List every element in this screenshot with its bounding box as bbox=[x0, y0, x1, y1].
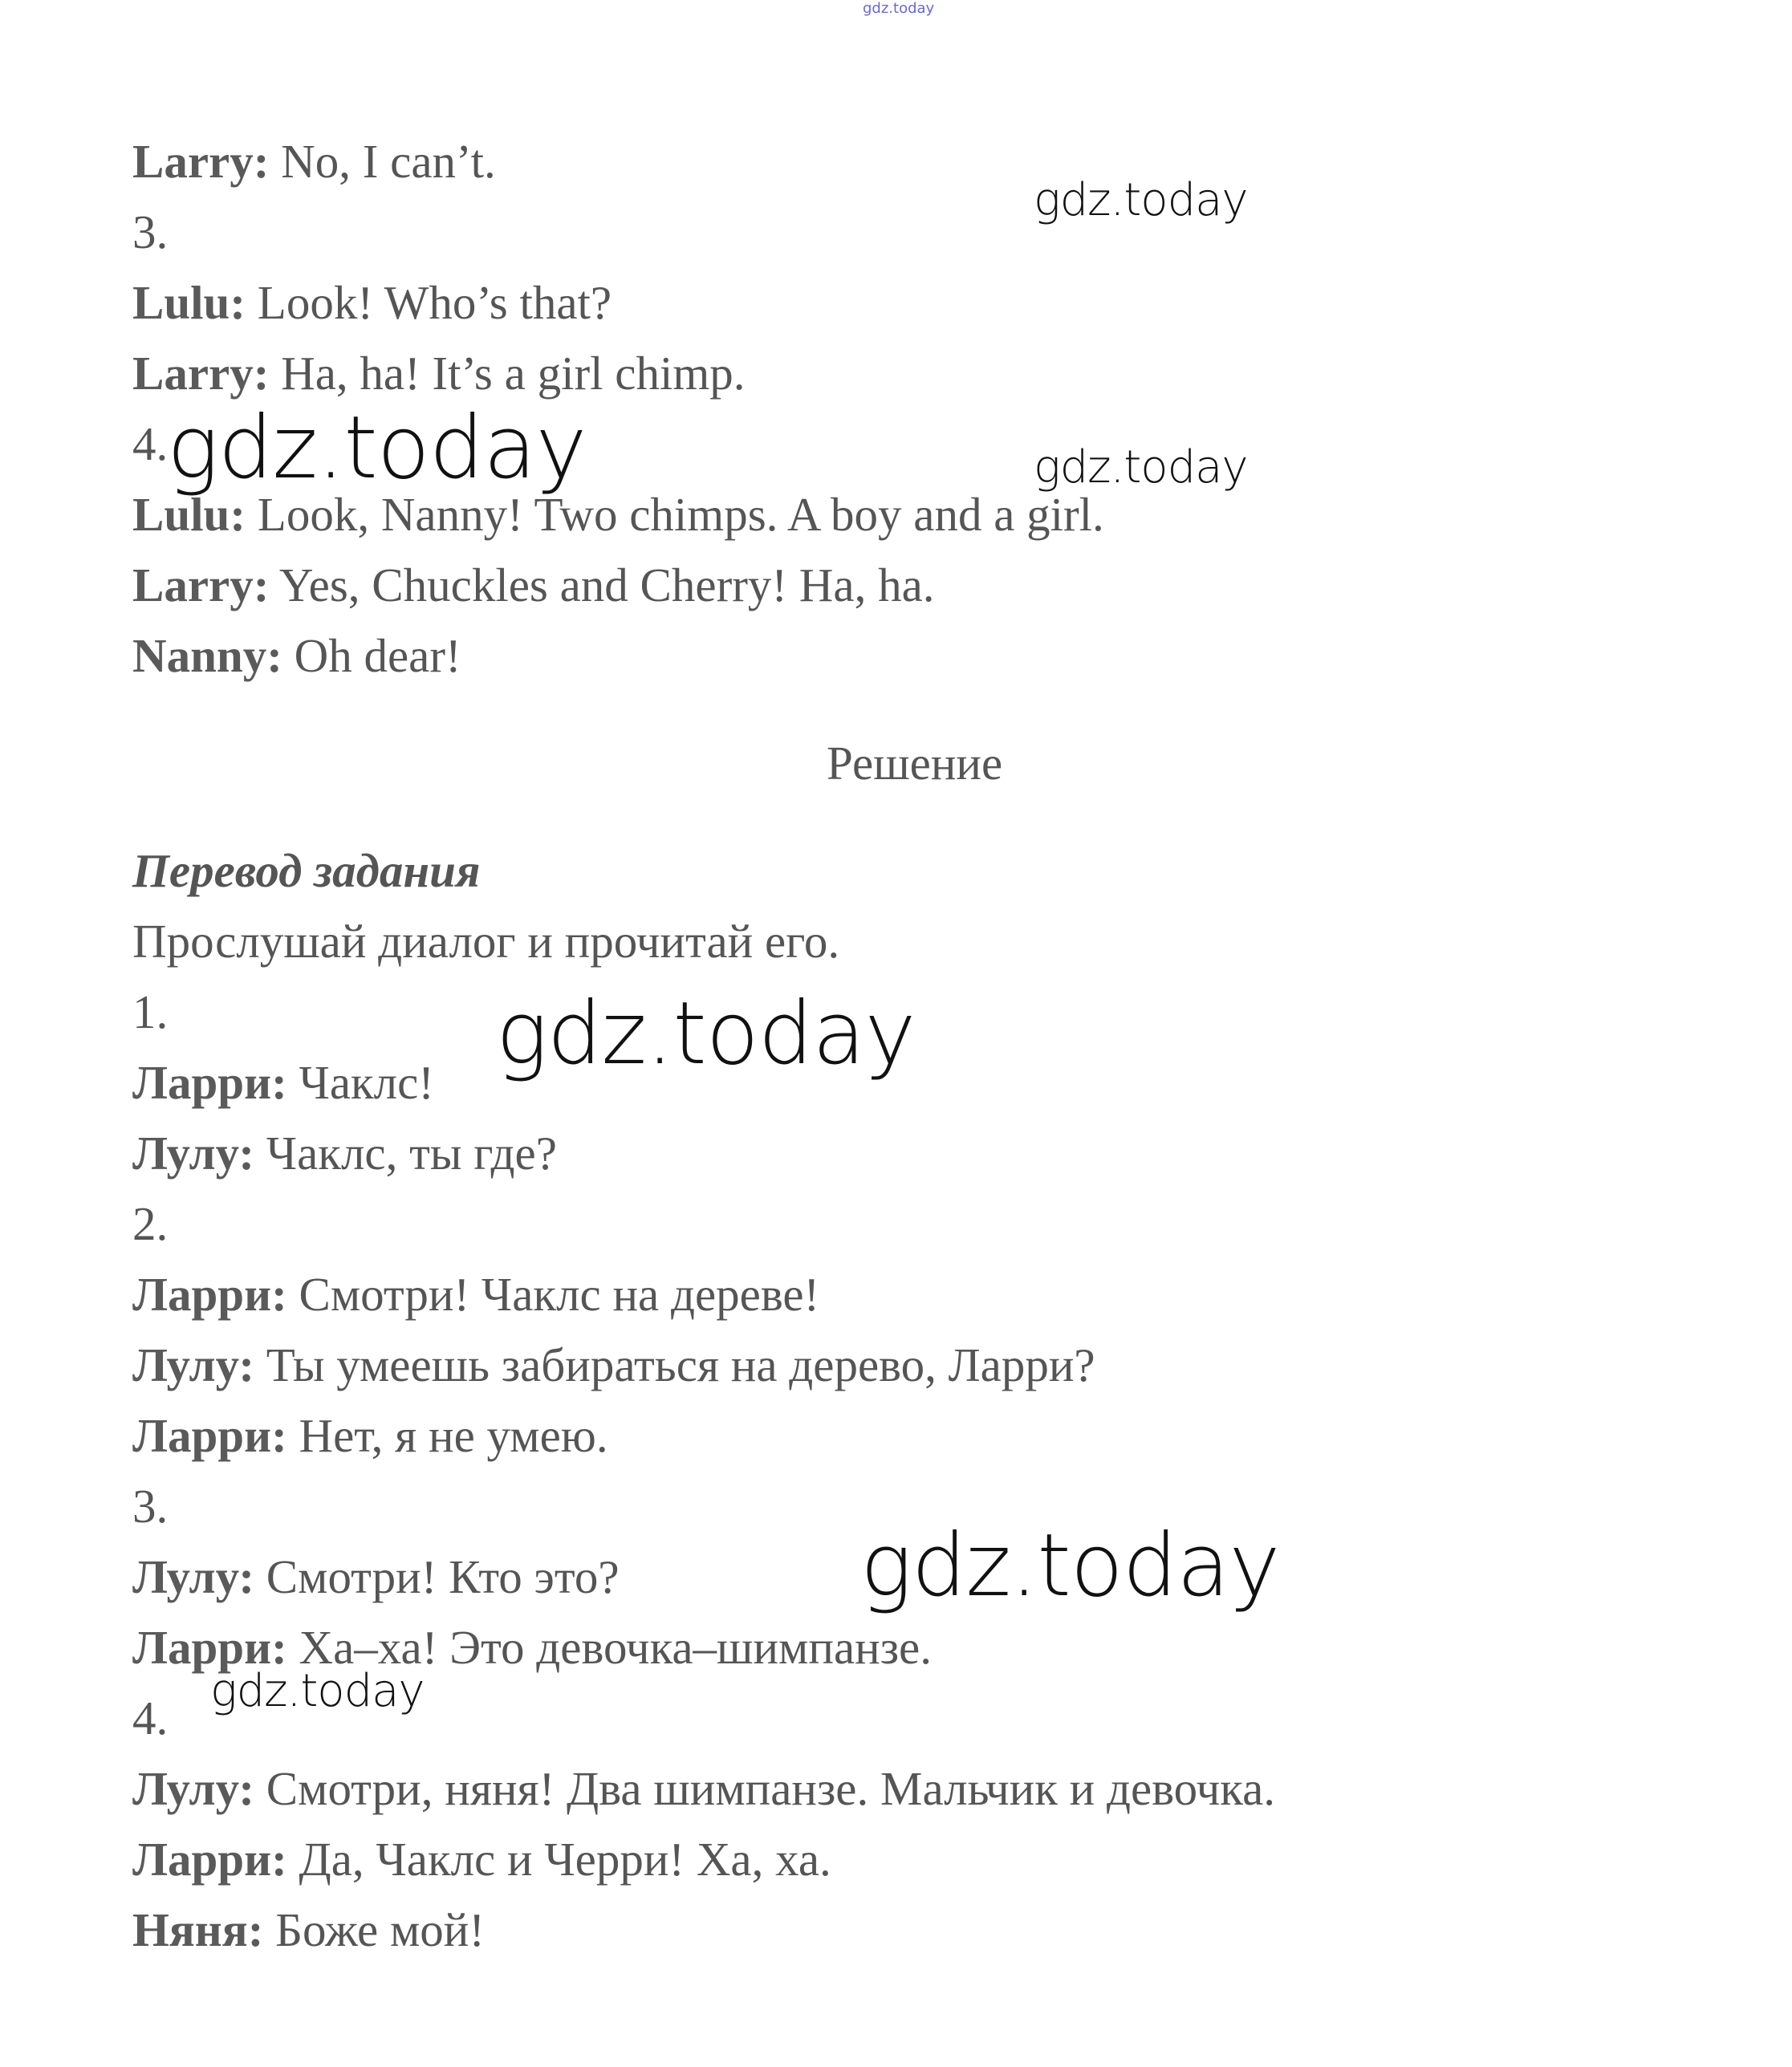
speaker-name: Larry: bbox=[132, 347, 270, 400]
dialogue-line bbox=[132, 276, 612, 329]
speaker-name: Larry: bbox=[132, 135, 270, 188]
dialogue-line bbox=[132, 1762, 1276, 1815]
scene-number: 3. bbox=[132, 1480, 169, 1533]
speaker-name: Ларри: bbox=[132, 1268, 287, 1321]
watermark: gdz.today bbox=[1034, 174, 1248, 226]
speaker-name: Lulu: bbox=[132, 276, 246, 329]
dialogue-line bbox=[132, 1268, 820, 1321]
dialogue-line bbox=[132, 558, 935, 611]
scene-number: 4. bbox=[132, 1691, 169, 1744]
watermark: gdz.today bbox=[167, 398, 587, 498]
dialogue-line bbox=[132, 347, 746, 400]
speaker-name: Лулу: bbox=[132, 1338, 254, 1391]
dialogue-line bbox=[132, 1903, 486, 1956]
solution-heading: Решение bbox=[827, 737, 1003, 790]
speaker-name: Лулу: bbox=[132, 1550, 254, 1603]
dialogue-line bbox=[132, 1338, 1095, 1391]
watermark: gdz.today bbox=[496, 984, 916, 1084]
speaker-name: Ларри: bbox=[132, 1409, 287, 1462]
line-text: Чаклс! bbox=[286, 1056, 434, 1109]
dialogue-line bbox=[132, 1833, 831, 1886]
scene-number: 1. bbox=[132, 985, 169, 1038]
line-text: No, I can’t. bbox=[269, 135, 496, 188]
line-text: Нет, я не умею. bbox=[286, 1409, 608, 1462]
line-text: Look! Who’s that? bbox=[246, 276, 612, 329]
line-text: Ha, ha! It’s a girl chimp. bbox=[269, 347, 746, 400]
line-text: Чаклс, ты где? bbox=[254, 1127, 557, 1180]
line-text: Ты умеешь забираться на дерево, Ларри? bbox=[254, 1338, 1095, 1391]
speaker-name: Ларри: bbox=[132, 1621, 287, 1674]
line-text: Ха–ха! Это девочка–шимпанзе. bbox=[286, 1621, 932, 1674]
dialogue-line bbox=[132, 629, 461, 682]
speaker-name: Nanny: bbox=[132, 629, 282, 682]
speaker-name: Lulu: bbox=[132, 488, 246, 541]
watermark: gdz.today bbox=[210, 1665, 425, 1717]
line-text: Смотри! Кто это? bbox=[254, 1550, 620, 1603]
top-watermark: gdz.today bbox=[863, 0, 935, 17]
line-text: Yes, Chuckles and Cherry! Ha, ha. bbox=[269, 558, 935, 611]
scene-number: 3. bbox=[132, 205, 169, 258]
dialogue-line bbox=[132, 1127, 557, 1180]
watermark: gdz.today bbox=[860, 1516, 1280, 1616]
scene-number: 2. bbox=[132, 1197, 169, 1250]
watermark: gdz.today bbox=[1034, 441, 1248, 493]
speaker-name: Лулу: bbox=[132, 1762, 254, 1815]
scene-number: 4. bbox=[132, 417, 169, 470]
line-text: Да, Чаклс и Черри! Ха, ха. bbox=[286, 1833, 831, 1886]
translation-heading: Перевод задания bbox=[132, 844, 481, 897]
line-text: Смотри, няня! Два шимпанзе. Мальчик и девочка. bbox=[254, 1762, 1276, 1815]
speaker-name: Larry: bbox=[132, 558, 270, 611]
line-text: Oh dear! bbox=[282, 629, 461, 682]
dialogue-line bbox=[132, 1409, 608, 1462]
instruction-text: Прослушай диалог и прочитай его. bbox=[132, 915, 840, 968]
speaker-name: Лулу: bbox=[132, 1127, 254, 1180]
line-text: Боже мой! bbox=[263, 1903, 486, 1956]
line-text: Смотри! Чаклс на дереве! bbox=[286, 1268, 820, 1321]
dialogue-line bbox=[132, 1550, 620, 1603]
dialogue-line bbox=[132, 1056, 434, 1109]
speaker-name: Ларри: bbox=[132, 1056, 287, 1109]
dialogue-line bbox=[132, 135, 496, 188]
line-text: Look, Nanny! Two chimps. A boy and a girl. bbox=[246, 488, 1104, 541]
speaker-name: Няня: bbox=[132, 1903, 264, 1956]
speaker-name: Ларри: bbox=[132, 1833, 287, 1886]
